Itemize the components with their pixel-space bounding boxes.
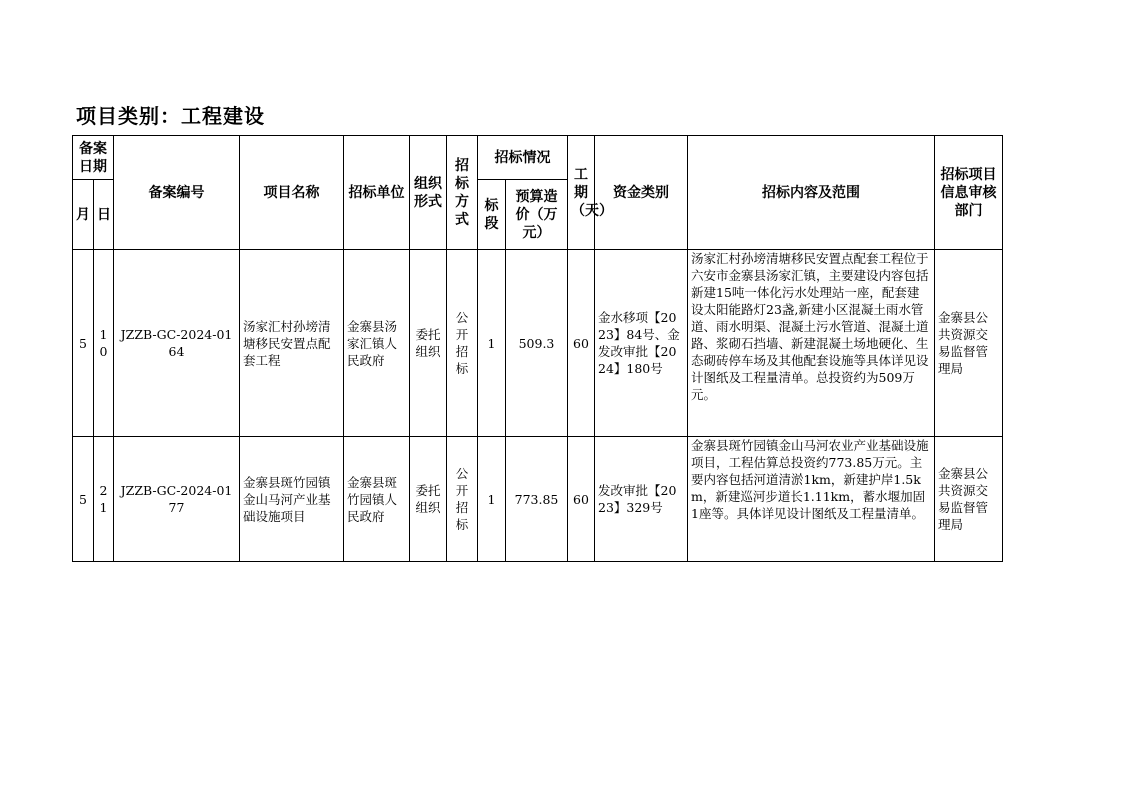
cell-unit: 金寨县斑竹园镇人民政府 [344, 437, 410, 562]
table-row [73, 250, 1003, 437]
cell-scope: 汤家汇村孙塝清塘移民安置点配套工程位于六安市金寨县汤家汇镇，主要建设内容包括新建15吨一体化污水处理站一座，配套建设太阳能路灯23盏,新建小区混凝土雨水管道、雨水明渠、混凝土污水管道、混凝土道路、浆砌石挡墙、新建混凝土场地硬化、生态砌砖停车场及其他配套设施等具体详见设计图纸及工程量清单。总投资约为509万元。 [688, 250, 935, 437]
cell-org-form: 委托组织 [410, 437, 447, 562]
registration-table [72, 135, 1003, 562]
cell-lot: 1 [478, 250, 506, 437]
cell-name: 金寨县斑竹园镇金山马河产业基础设施项目 [240, 437, 344, 562]
header-month: 月 [73, 180, 94, 250]
cell-dept: 金寨县公共资源交易监督管理局 [935, 250, 1003, 437]
cell-code: JZZB-GC-2024-0177 [114, 437, 240, 562]
header-budget: 预算造价（万元） [506, 180, 568, 250]
cell-unit: 金寨县汤家汇镇人民政府 [344, 250, 410, 437]
cell-day: 10 [94, 250, 114, 437]
header-row-1 [73, 136, 1003, 180]
header-tender-info: 招标情况 [478, 136, 568, 180]
cell-lot: 1 [478, 437, 506, 562]
cell-code: JZZB-GC-2024-0164 [114, 250, 240, 437]
cell-budget: 509.3 [506, 250, 568, 437]
header-method: 招标方式 [447, 136, 478, 250]
cell-month: 5 [73, 250, 94, 437]
cell-dept: 金寨县公共资源交易监督管理局 [935, 437, 1003, 562]
cell-period: 60 [568, 437, 595, 562]
cell-scope: 金寨县斑竹园镇金山马河农业产业基础设施项目，工程估算总投资约773.85万元。主要内容包括河道清淤1km，新建护岸1.5km，新建巡河步道长1.11km，蓄水堰加固1座等。具体详见设计图纸及工程量清单。 [688, 437, 935, 562]
cell-day: 21 [94, 437, 114, 562]
header-day: 日 [94, 180, 114, 250]
cell-fund: 发改审批【2023】329号 [595, 437, 688, 562]
header-unit: 招标单位 [344, 136, 410, 250]
header-name: 项目名称 [240, 136, 344, 250]
cell-period: 60 [568, 250, 595, 437]
cell-month: 5 [73, 437, 94, 562]
header-code: 备案编号 [114, 136, 240, 250]
cell-method: 公开招标 [447, 250, 478, 437]
cell-name: 汤家汇村孙塝清塘移民安置点配套工程 [240, 250, 344, 437]
cell-budget: 773.85 [506, 437, 568, 562]
header-fund: 资金类别 [595, 136, 688, 250]
table-row [73, 437, 1003, 562]
page-title: 项目类别：工程建设 [76, 104, 265, 128]
header-scope: 招标内容及范围 [688, 136, 935, 250]
header-lot: 标段 [478, 180, 506, 250]
cell-fund: 金水移项【2023】84号、金发改审批【2024】180号 [595, 250, 688, 437]
cell-org-form: 委托组织 [410, 250, 447, 437]
cell-method: 公开招标 [447, 437, 478, 562]
header-dept: 招标项目信息审核部门 [935, 136, 1003, 250]
header-period: 工期（天） [568, 136, 595, 250]
header-org-form: 组织形式 [410, 136, 447, 250]
header-date: 备案日期 [73, 136, 114, 180]
